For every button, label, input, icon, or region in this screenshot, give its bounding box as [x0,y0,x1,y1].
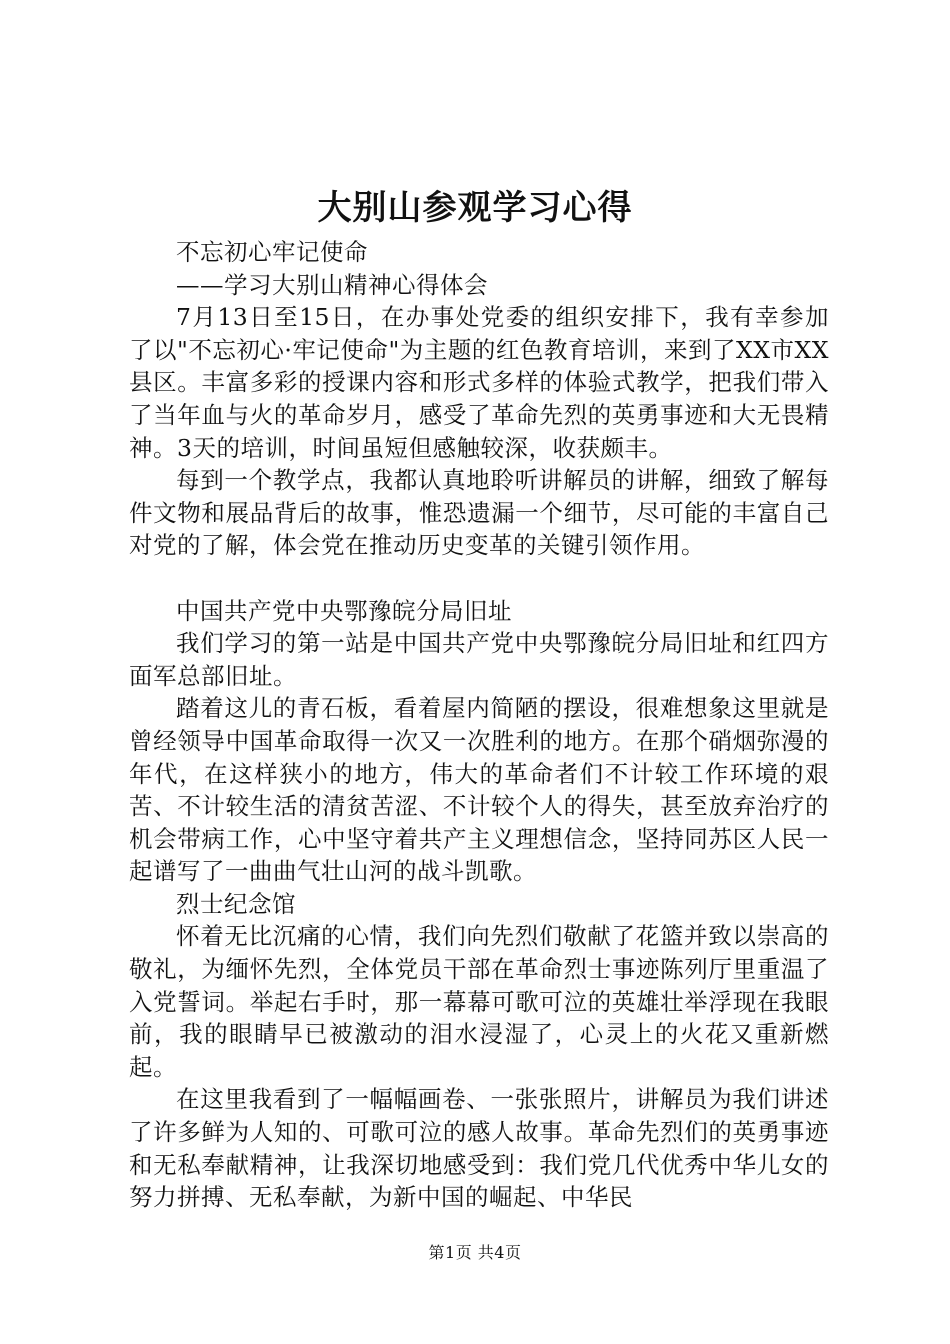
paragraph: 在这里我看到了一幅幅画卷、一张张照片，讲解员为我们讲述了许多鲜为人知的、可歌可泣的感人故事。革命先烈们的英勇事迹和无私奉献精神，让我深切地感受到：我们党几代优秀中华儿女的努力拼搏、无私奉献，为新中国的崛起、中华民 [129,1085,829,1212]
subtitle-line: 不忘初心牢记使命 [176,238,368,266]
paragraph: 怀着无比沉痛的心情，我们向先烈们敬献了花篮并致以崇高的敬礼，为缅怀先烈，全体党员干部在革命烈士事迹陈列厅里重温了入党誓词。举起右手时，那一幕幕可歌可泣的英雄壮举浮现在我眼前，我的眼睛早已被激动的泪水浸湿了，心灵上的火花又重新燃起。 [129,922,829,1081]
blank-line [129,562,829,595]
subtitle-line: ——学习大别山精神心得体会 [176,270,488,299]
document-body [129,236,829,1214]
paragraph: 每到一个教学点，我都认真地聆听讲解员的讲解，细致了解每件文物和展品背后的故事，惟恐遗漏一个细节，尽可能的丰富自己对党的了解，体会党在推动历史变革的关键引领作用。 [129,466,829,560]
paragraph: 我们学习的第一站是中国共产党中央鄂豫皖分局旧址和红四方面军总部旧址。 [129,629,829,690]
paragraph: 踏着这儿的青石板，看着屋内简陋的摆设，很难想象这里就是曾经领导中国革命取得一次又一次胜利的地方。在那个硝烟弥漫的年代，在这样狭小的地方，伟大的革命者们不计较工作环境的艰苦、不计较生活的清贫苦涩、不计较个人的得失，甚至放弃治疗的机会带病工作，心中坚守着共产主义理想信念，坚持同苏区人民一起谱写了一曲曲气壮山河的战斗凯歌。 [129,694,829,886]
section-heading: 烈士纪念馆 [176,889,296,918]
document-title: 大别山参观学习心得 [317,188,633,228]
page-footer: 第1页 共4页 [428,1243,522,1262]
section-heading: 中国共产党中央鄂豫皖分局旧址 [176,596,512,625]
paragraph: 7月13日至15日，在办事处党委的组织安排下，我有幸参加了以"不忘初心·牢记使命"为主题的红色教育培训，来到了XX市XX县区。丰富多彩的授课内容和形式多样的体验式教学，把我们带入了当年血与火的革命岁月，感受了革命先烈的英勇事迹和大无畏精神。3天的培训，时间虽短但感触较深，收获颇丰。 [129,303,829,462]
